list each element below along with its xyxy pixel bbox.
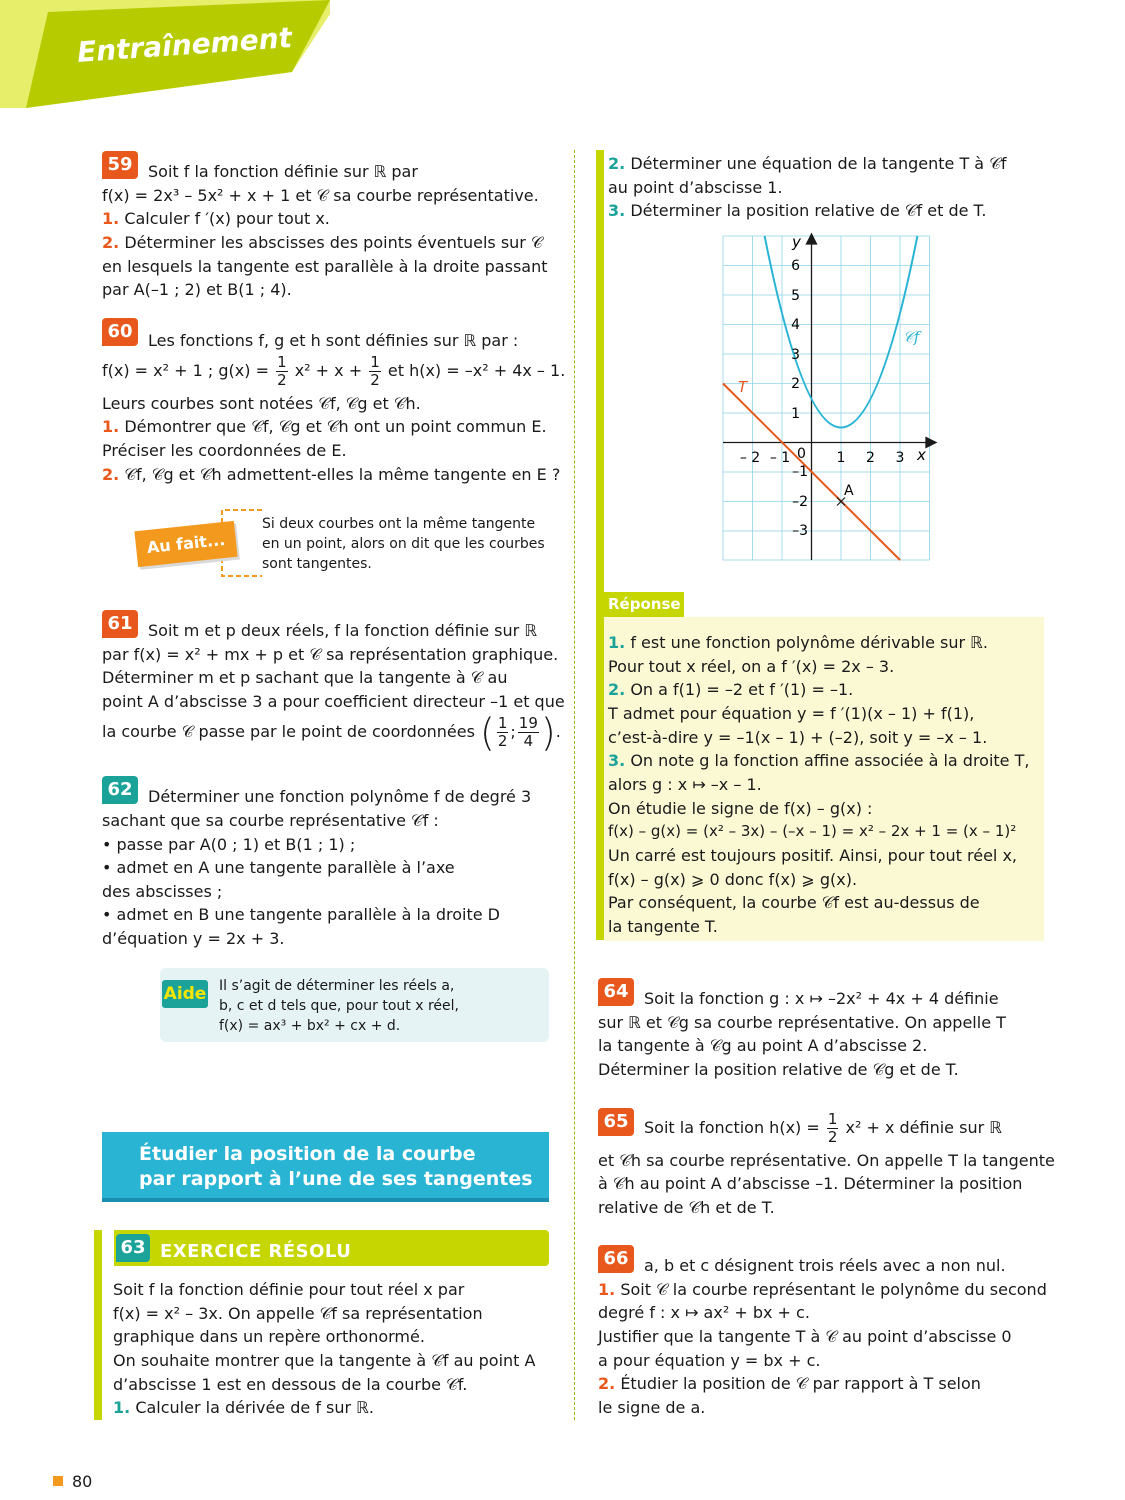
ex63-q2b: au point d’abscisse 1.: [608, 178, 783, 197]
ex60-line3: Leurs courbes sont notées 𝒞f, 𝒞g et 𝒞h.: [102, 394, 421, 413]
page-marker: [53, 1476, 63, 1486]
step-num: 1.: [113, 1398, 131, 1417]
x-tick: 2: [866, 450, 875, 466]
ex60-q1a: [102, 415, 547, 439]
ex62-line4: • admet en A une tangente parallèle à l’axe: [102, 858, 455, 877]
step-num: 1.: [608, 633, 626, 652]
ex62-line1: Déterminer une fonction polynôme f de degré 3: [148, 787, 532, 806]
step-num: 2.: [608, 680, 626, 699]
aide-line2: b, c et d tels que, pour tout x réel,: [219, 998, 459, 1014]
header-title: Entraînement: [76, 20, 293, 69]
coord-sep: ;: [510, 722, 516, 741]
ex64-line3: la tangente à 𝒞g au point A d’abscisse 2.: [598, 1036, 928, 1055]
exercise-62-number: 62: [102, 776, 138, 804]
ex60-l2c: et h(x) = –x² + 4x – 1.: [387, 361, 566, 380]
ex59-q2a: [102, 231, 543, 255]
point-a-label: A: [844, 483, 854, 499]
ex65-line4: relative de 𝒞h et de T.: [598, 1198, 775, 1217]
frac-num: 1: [497, 714, 508, 732]
exercise-resolu-label: EXERCICE RÉSOLU: [160, 1241, 352, 1262]
section-title-line2: par rapport à l’une de ses tangentes: [139, 1168, 533, 1190]
ex61-line1: Soit m et p deux réels, f la fonction définie sur ℝ: [148, 621, 537, 640]
ex66-q2b: le signe de a.: [598, 1398, 706, 1417]
fraction: [827, 1111, 839, 1146]
ex60-l2b: x² + x +: [294, 361, 363, 380]
ex63-q2a: [608, 152, 1007, 176]
step-num: 1.: [102, 417, 120, 436]
frac-den: 2: [497, 732, 508, 750]
step-num: 1.: [598, 1280, 616, 1299]
ex60-q2-text: 𝒞f, 𝒞g et 𝒞h admettent-elles la même tangente en E ?: [124, 465, 561, 484]
ex66-q1c: Justifier que la tangente T à 𝒞 au point d’abscisse 0: [598, 1327, 1012, 1346]
x-tick: – 2: [739, 450, 761, 466]
frac-num: 1: [277, 353, 287, 371]
ex63-sidebar-right: [596, 150, 604, 940]
fraction: [497, 715, 509, 750]
y-tick: 4: [791, 317, 800, 333]
ex59-q1: [102, 207, 330, 231]
aufait-tag: Au fait...: [134, 521, 237, 567]
y-tick: –1: [792, 464, 808, 480]
rep-r3: On a f(1) = –2 et f ′(1) = –1.: [630, 680, 854, 699]
ex65-l1b: x² + x définie sur ℝ: [845, 1118, 1002, 1137]
graph-grid: [723, 236, 930, 560]
ex66-q1d: a pour équation y = bx + c.: [598, 1351, 821, 1370]
step-num: 3.: [608, 751, 626, 770]
y-tick: –2: [792, 494, 808, 510]
frac-den: 2: [827, 1128, 838, 1146]
rep-line9: f(x) – g(x) = (x² – 3x) – (–x – 1) = x² – 2x + 1 = (x – 1)²: [608, 822, 1017, 840]
rep-line7: alors g : x ↦ –x – 1.: [608, 775, 762, 794]
step-num: 2.: [102, 233, 120, 252]
ex63-line3: graphique dans un repère orthonormé.: [113, 1327, 425, 1346]
column-separator: [574, 150, 575, 1420]
fraction: [276, 354, 288, 389]
exercise-66-number: 66: [598, 1245, 634, 1273]
step-num: 3.: [608, 201, 626, 220]
ex62-line3: • passe par A(0 ; 1) et B(1 ; 1) ;: [102, 835, 356, 854]
aide-line3: f(x) = ax³ + bx² + cx + d.: [219, 1018, 401, 1034]
ex59-q1-text: Calculer f ′(x) pour tout x.: [124, 209, 330, 228]
rep-line1: [608, 631, 988, 655]
ex63-q3: [608, 199, 987, 223]
ex59-q2b: en lesquels la tangente est parallèle à la droite passant: [102, 257, 548, 276]
ex63-line5: d’abscisse 1 est en dessous de la courbe 𝒞f.: [113, 1375, 468, 1394]
ex61-line5: [102, 708, 561, 757]
curve-label: 𝒞f: [903, 328, 920, 346]
rep-line10: Un carré est toujours positif. Ainsi, pour tout réel x,: [608, 846, 1017, 865]
x-tick-labels: [740, 450, 905, 466]
step-num: 2.: [608, 154, 626, 173]
y-tick: 3: [791, 347, 800, 363]
exercise-59-number: 59: [102, 151, 138, 179]
ex63-q2a-text: Déterminer une équation de la tangente T à 𝒞f: [630, 154, 1007, 173]
x-tick: – 1: [769, 450, 791, 466]
ex66-q1a: [598, 1278, 1047, 1302]
fraction: [518, 715, 539, 750]
ex66-q1b: degré f : x ↦ ax² + bx + c.: [598, 1303, 810, 1322]
ex59-line2: f(x) = 2x³ – 5x² + x + 1 et 𝒞 sa courbe représentative.: [102, 186, 539, 205]
ex63-q1: [113, 1396, 374, 1420]
frac-num: 19: [518, 714, 538, 732]
rep-r1: f est une fonction polynôme dérivable sur ℝ.: [630, 633, 988, 652]
rep-line3: [608, 678, 853, 702]
ex66-q1a-text: Soit 𝒞 la courbe représentant le polynôme du second: [620, 1280, 1047, 1299]
ex60-q2: [102, 463, 560, 487]
rep-line8: On étudie le signe de f(x) – g(x) :: [608, 799, 873, 818]
x-tick: 3: [895, 450, 905, 466]
step-num: 1.: [102, 209, 120, 228]
ex63-line4: On souhaite montrer que la tangente à 𝒞f au point A: [113, 1351, 536, 1370]
section-title-line1: Étudier la position de la courbe: [139, 1143, 476, 1165]
y-tick: –3: [792, 523, 808, 539]
exercise-61-number: 61: [102, 610, 138, 638]
ex61-line4: point A d’abscisse 3 a pour coefficient directeur –1 et que: [102, 692, 565, 711]
ex66-q2a-text: Étudier la position de 𝒞 par rapport à T selon: [620, 1374, 981, 1393]
aufait-line2: en un point, alors on dit que les courbes: [262, 536, 545, 552]
ex61-end: .: [555, 722, 561, 741]
ex63-line2: f(x) = x² – 3x. On appelle 𝒞f sa représentation: [113, 1304, 483, 1323]
exercise-65-number: 65: [598, 1108, 634, 1136]
ex59-q2c: par A(–1 ; 2) et B(1 ; 4).: [102, 280, 292, 299]
ex61-line2: par f(x) = x² + mx + p et 𝒞 sa représentation graphique.: [102, 645, 559, 664]
frac-den: 2: [277, 371, 287, 389]
ex66-q2a: [598, 1372, 981, 1396]
y-tick: 5: [791, 288, 800, 304]
exercise-63-number: 63: [116, 1234, 150, 1262]
aufait-line1: Si deux courbes ont la même tangente: [262, 516, 536, 532]
rep-line6: [608, 749, 1029, 773]
ex65-line3: à 𝒞h au point A d’abscisse –1. Déterminer la position: [598, 1174, 1023, 1193]
ex60-q1a-text: Démontrer que 𝒞f, 𝒞g et 𝒞h ont un point commun E.: [124, 417, 547, 436]
ex64-line1: Soit la fonction g : x ↦ –2x² + 4x + 4 définie: [644, 989, 999, 1008]
ex63-q1-text: Calculer la dérivée de f sur ℝ.: [135, 1398, 374, 1417]
step-num: 2.: [598, 1374, 616, 1393]
rep-line5: c’est-à-dire y = –1(x – 1) + (–2), soit y = –x – 1.: [608, 728, 988, 747]
ex66-line1: a, b et c désignent trois réels avec a non nul.: [644, 1256, 1006, 1275]
page-number: 80: [72, 1472, 93, 1491]
ex62-line5: des abscisses ;: [102, 882, 223, 901]
y-tick-labels: [791, 258, 808, 539]
ex60-l2a: f(x) = x² + 1 ; g(x) =: [102, 361, 269, 380]
tangent-label: T: [738, 378, 748, 396]
ex59-q2a-text: Déterminer les abscisses des points éventuels sur 𝒞: [124, 233, 543, 252]
rep-line13: la tangente T.: [608, 917, 718, 936]
rep-line2: Pour tout x réel, on a f ′(x) = 2x – 3.: [608, 657, 895, 676]
ex64-line4: Déterminer la position relative de 𝒞g et de T.: [598, 1060, 959, 1079]
aide-tag: Aide: [162, 980, 208, 1008]
frac-den: 2: [370, 371, 380, 389]
ex61-l5-text: la courbe 𝒞 passe par le point de coordonnées: [102, 722, 475, 741]
ex61-line3: Déterminer m et p sachant que la tangente à 𝒞 au: [102, 668, 508, 687]
frac-num: 1: [370, 353, 380, 371]
y-tick: 6: [791, 258, 800, 274]
ex62-line2: sachant que sa courbe représentative 𝒞f :: [102, 811, 439, 830]
y-tick: 2: [791, 376, 800, 392]
fraction: [369, 354, 381, 389]
ex63-q3-text: Déterminer la position relative de 𝒞f et de T.: [630, 201, 987, 220]
ex62-line7: d’équation y = 2x + 3.: [102, 929, 285, 948]
y-tick: 1: [791, 406, 800, 422]
ex63-line1: Soit f la fonction définie pour tout réel x par: [113, 1280, 465, 1299]
rep-line12: Par conséquent, la courbe 𝒞f est au-dessus de: [608, 893, 980, 912]
x-tick: 1: [836, 450, 846, 466]
ex60-line1: Les fonctions f, g et h sont définies sur ℝ par :: [148, 331, 519, 350]
ex65-l1a: Soit la fonction h(x) =: [644, 1118, 820, 1137]
ex60-q1b: Préciser les coordonnées de E.: [102, 441, 347, 460]
exercise-60-number: 60: [102, 318, 138, 346]
ex63-sidebar-left: [94, 1230, 102, 1420]
frac-den: 4: [523, 732, 534, 750]
aufait-line3: sont tangentes.: [262, 556, 372, 572]
exercise-64-number: 64: [598, 978, 634, 1006]
graph-axes: [723, 234, 936, 560]
ex60-line2: [102, 347, 565, 395]
rep-line4: T admet pour équation y = f ′(1)(x – 1) + f(1),: [608, 704, 975, 723]
ex65-line1: [644, 1104, 1002, 1152]
ex59-line1: Soit f la fonction définie sur ℝ par: [148, 162, 418, 181]
ex65-line2: et 𝒞h sa courbe représentative. On appelle T la tangente: [598, 1151, 1055, 1170]
ex62-line6: • admet en B une tangente parallèle à la droite D: [102, 905, 500, 924]
function-graph: [700, 228, 950, 568]
step-num: 2.: [102, 465, 120, 484]
paren-open: (: [480, 710, 495, 755]
rep-line11: f(x) – g(x) ⩾ 0 donc f(x) ⩾ g(x).: [608, 870, 858, 889]
frac-num: 1: [827, 1110, 838, 1128]
x-axis-label: x: [917, 446, 926, 464]
aide-line1: Il s’agit de déterminer les réels a,: [219, 978, 455, 994]
paren-close: ): [540, 710, 556, 755]
ex64-line2: sur ℝ et 𝒞g sa courbe représentative. On appelle T: [598, 1013, 1006, 1032]
rep-r6: On note g la fonction affine associée à la droite T,: [630, 751, 1030, 770]
y-axis-label: y: [792, 233, 801, 251]
section-header-accent: [102, 1198, 549, 1202]
reponse-tag: Réponse: [600, 592, 684, 617]
origin-label: 0: [797, 446, 806, 462]
